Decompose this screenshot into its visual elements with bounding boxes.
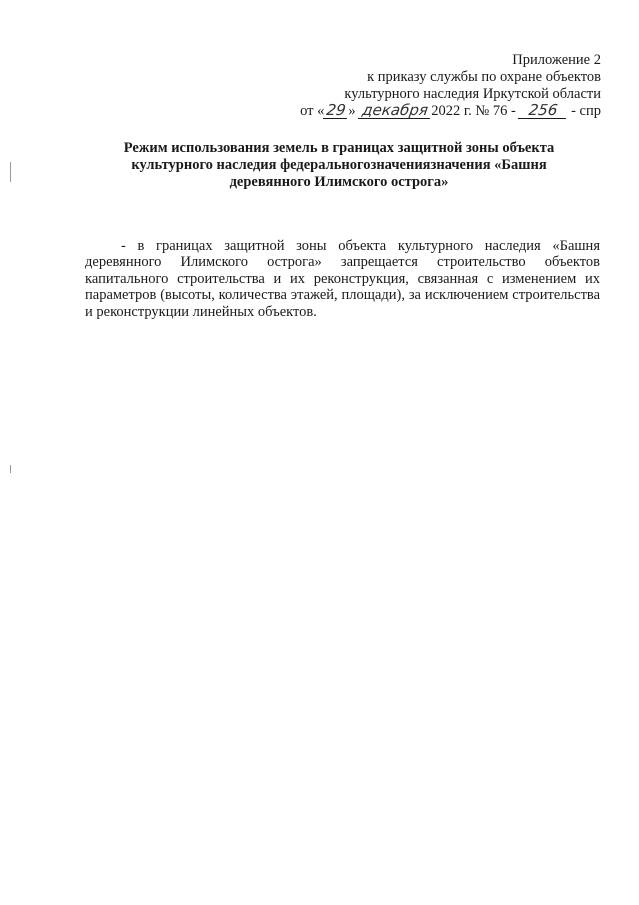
authority-line: культурного наследия Иркутской области	[344, 86, 601, 102]
handwritten-month: декабря	[358, 103, 432, 119]
restriction-paragraph: - в границах защитной зоны объекта культурного наследия «Башня деревянного Илимского острога» запрещается строительство объектов капитального строительства и их реконструкция, связанная с изменением их параметров (высоты, количества этажей, площади), за исключением строительства и реконструкции линейных объектов.	[85, 237, 600, 320]
doc-suffix: - спр	[571, 103, 601, 119]
appendix-label: Приложение 2	[512, 52, 601, 68]
handwritten-day: 29	[323, 103, 349, 119]
date-prefix: от «	[300, 103, 325, 119]
date-mid: »	[348, 103, 356, 119]
appendix-header	[300, 52, 601, 120]
document-title: Режим использования земель в границах защитной зоны объекта культурного наследия федеральногозначениязначения «Башня деревянного Илимского острога»	[123, 140, 555, 190]
scan-margin-mark	[10, 162, 11, 182]
date-year-part: 2022 г. № 76 -	[431, 103, 516, 119]
order-reference-line: к приказу службы по охране объектов	[367, 69, 601, 85]
handwritten-doc-number: 256	[518, 103, 568, 119]
scan-margin-mark	[10, 465, 11, 473]
date-number-line	[300, 103, 601, 120]
